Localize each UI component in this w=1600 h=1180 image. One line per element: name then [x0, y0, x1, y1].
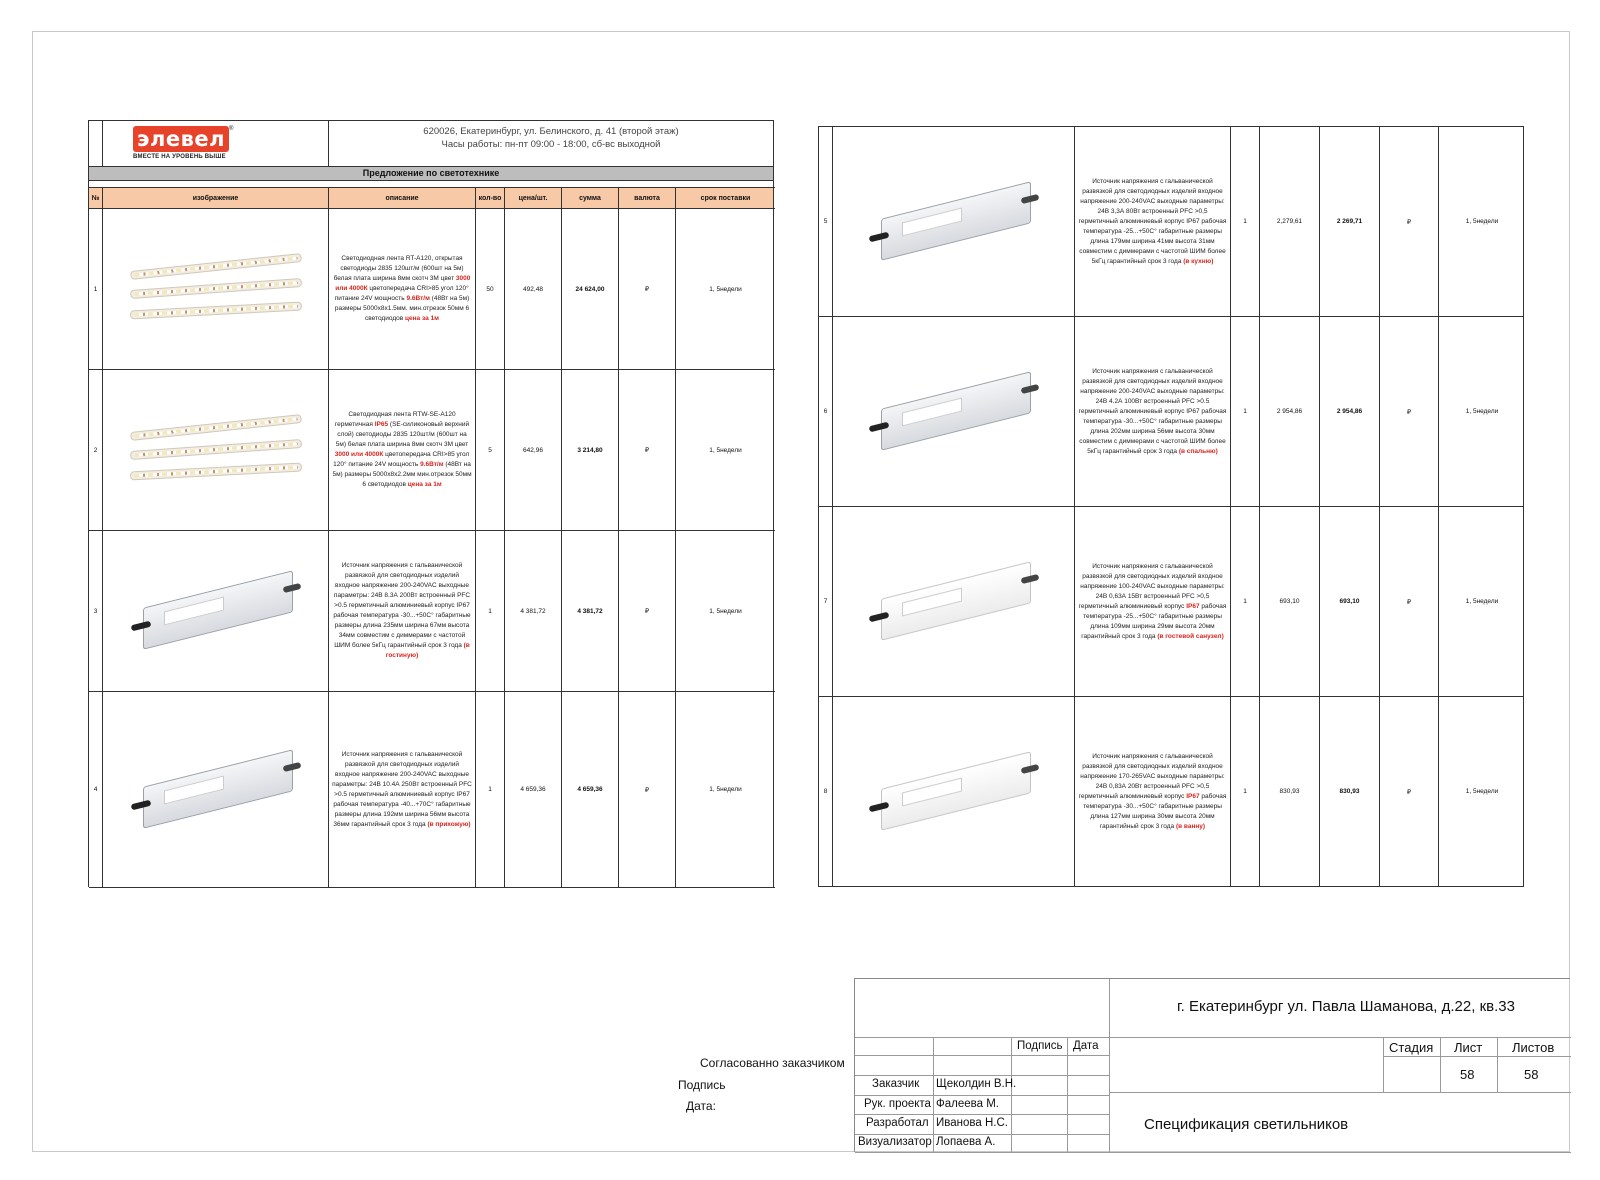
row-image — [833, 127, 1075, 316]
description-highlight: (в кухню) — [1183, 257, 1214, 265]
description-highlight: 9.6Вт/м — [420, 461, 444, 468]
sheet-header: Лист — [1454, 1040, 1483, 1055]
row-description — [1075, 697, 1231, 886]
row-currency: ₽ — [619, 370, 676, 531]
description-text: Источник напряжения с гальванической развязкой для светодиодных изделий входное напряжение 200-240VAC выходные параметры: 24В 3,3А 80Вт встроенный PFC >0,5 герметичный алюминиевый корпус IP67 рабочая температура -25...+50С° габаритные размеры длина 179мм ширина 41мм высота 31мм совместим с диммерами с частотой ШИМ более 5кГц гарантийный срок 3 года — [1078, 177, 1227, 265]
row-price: 2,279,61 — [1260, 127, 1320, 316]
row-delivery: 1, 5недели — [1465, 788, 1499, 795]
description-text: (SE-силиконовый верхний слой) светодиоды 2835 120шт/м (600шт на 5м) белая плата ширина 8мм скотч 3М цвет — [335, 421, 470, 448]
description-highlight: IP67 — [1186, 602, 1200, 610]
company-logo: элевел ® ВМЕСТЕ НА УРОВЕНЬ ВЫШЕ — [133, 126, 234, 160]
row-delivery: 1, 5недели — [1465, 218, 1499, 225]
document-title: Спецификация светильников — [1144, 1116, 1349, 1133]
row-sum: 4 381,72 — [562, 531, 619, 692]
object-address: г. Екатеринбург ул. Павла Шаманова, д.22, кв.33 — [1177, 998, 1515, 1015]
row-description — [1075, 507, 1231, 696]
sign-column-header: Подпись — [1017, 1040, 1063, 1052]
company-address: 620026, Екатеринбург, ул. Белинского, д. 41 (второй этаж) — [423, 126, 679, 137]
col-currency: валюта — [619, 187, 676, 209]
logo-slogan: ВМЕСТЕ НА УРОВЕНЬ ВЫШЕ — [133, 154, 226, 160]
description-highlight: (в гостиную) — [385, 642, 470, 659]
row-description — [1075, 317, 1231, 506]
description-text: (48Вт на 5м) размеры 5000х8х1.5мм. мин.отрезок 50мм 6 светодиодов — [334, 295, 470, 322]
description-text: Источник напряжения с гальванической развязкой для светодиодных изделий входное напряжение 200-240VAC выходные параметры: 24В 4.2А 100Вт встроенный PFC >0.5 герметичный алюминиевый корпус IP67 рабочая температура -30...+50С° габаритные размеры длина 202мм ширина 56мм высота 30мм совместим с диммерами с частотой ШИМ более 5кГц гарантийный срок 3 года — [1078, 367, 1227, 455]
company-address-block — [329, 125, 773, 151]
offer-table-left — [88, 120, 774, 887]
power-supply-image — [869, 752, 1039, 832]
row-image — [103, 692, 329, 888]
row-qty: 1 — [1231, 697, 1260, 886]
row-sum: 24 624,00 — [562, 209, 619, 370]
row-description — [329, 209, 476, 370]
signature-label: Подпись — [678, 1078, 726, 1092]
logo-cell — [103, 121, 329, 166]
row-image — [103, 531, 329, 692]
row-number: 8 — [819, 697, 833, 886]
table-row — [89, 370, 773, 531]
row-qty: 1 — [1231, 317, 1260, 506]
offer-table-right — [818, 126, 1524, 887]
row-description — [1075, 127, 1231, 316]
offer-header — [89, 121, 773, 166]
description-highlight: IP65 — [374, 421, 389, 428]
offer-title: Предложение по светотехнике — [89, 166, 773, 181]
col-description: описание — [329, 187, 476, 209]
row-price: 4 659,36 — [505, 692, 562, 888]
led-strip-image — [126, 244, 306, 334]
row-qty: 1 — [476, 531, 505, 692]
description-text: рабочая температура -30...+50С° габаритные размеры длина 127мм ширина 30мм высота 20мм гарантийный срок 3 года — [1083, 792, 1227, 830]
row-qty: 5 — [476, 370, 505, 531]
row-qty: 1 — [476, 692, 505, 888]
table-row — [819, 317, 1523, 507]
row-image — [833, 697, 1075, 886]
description-highlight: (в прихожую) — [427, 820, 471, 828]
role-project-lead: Рук. проекта — [864, 1098, 931, 1110]
col-qty: кол-во — [476, 187, 505, 209]
row-price: 2 954,86 — [1260, 317, 1320, 506]
table-row — [89, 531, 773, 692]
row-currency: ₽ — [1380, 317, 1439, 506]
description-text: (48Вт на 5м) размеры 5000х8х2.2мм мин.отрезок 50мм 6 светодиодов — [332, 461, 472, 488]
description-highlight: (в гостевой санузел) — [1157, 632, 1224, 640]
row-description — [329, 531, 476, 692]
row-image — [833, 317, 1075, 506]
date-label: Дата: — [686, 1099, 716, 1113]
col-image: изображение — [103, 187, 329, 209]
row-sum: 4 659,36 — [562, 692, 619, 888]
name-visualizer: Лопаева А. — [936, 1136, 996, 1148]
description-text: рабочая температура -25...+50С° габаритные размеры длина 109мм ширина 29мм высота 20мм гарантийный срок 3 года — [1081, 602, 1227, 640]
table-row — [89, 692, 773, 888]
table-row — [819, 127, 1523, 317]
role-customer: Заказчик — [872, 1078, 920, 1090]
col-delivery: срок поставки — [676, 187, 775, 209]
row-price: 693,10 — [1260, 507, 1320, 696]
row-sum: 2 954,86 — [1320, 317, 1380, 506]
row-number: 1 — [89, 209, 103, 370]
row-number: 7 — [819, 507, 833, 696]
role-visualizer: Визуализатор — [858, 1136, 932, 1148]
name-project-lead: Фалеева М. — [936, 1098, 999, 1110]
col-sum: сумма — [562, 187, 619, 209]
stage-header: Стадия — [1389, 1040, 1434, 1055]
row-price: 4 381,72 — [505, 531, 562, 692]
row-qty: 1 — [1231, 127, 1260, 316]
row-sum: 3 214,80 — [562, 370, 619, 531]
row-delivery: 1, 5недели — [676, 370, 775, 531]
description-text: Источник напряжения с гальванической развязкой для светодиодных изделий входное напряжение 100-240VAC выходные параметры: 24В 0,63А 15Вт встроенный PFC >0,5 герметичный алюминиевый корпус — [1078, 562, 1225, 610]
sheets-count: 58 — [1524, 1067, 1539, 1082]
row-qty: 50 — [476, 209, 505, 370]
col-num: № — [89, 187, 103, 209]
description-text: Светодиодная лента RT-A120, открытая светодиоды 2835 120шт/м (600шт на 5м) белая плата ширина 8мм скотч 3М цвет — [333, 255, 464, 282]
row-currency: ₽ — [619, 692, 676, 888]
description-text: Источник напряжения с гальванической развязкой для светодиодных изделий входное напряжение 200-240VAC выходные параметры: 24В 8.3А 200Вт встроенный PFC >0.5 герметичный алюминиевый корпус IP67 рабочая температура -30...+50С° габаритные размеры длина 235мм ширина 67мм высота 34мм совместим с диммерами с частотой ШИМ более 5кГц гарантийный срок 3 года — [333, 562, 471, 649]
sheets-header: Листов — [1512, 1040, 1555, 1055]
description-highlight: 9.6Вт/м — [406, 295, 430, 302]
logo-mark: элевел — [133, 126, 229, 152]
description-highlight: цена за 1м — [407, 481, 442, 488]
sheet-number: 58 — [1460, 1067, 1475, 1082]
agreed-by-customer: Согласованно заказчиком — [700, 1056, 845, 1070]
row-price: 642,96 — [505, 370, 562, 531]
power-supply-image — [131, 750, 301, 830]
row-description — [329, 692, 476, 888]
row-sum: 830,93 — [1320, 697, 1380, 886]
row-currency: ₽ — [619, 531, 676, 692]
table-row — [819, 697, 1523, 886]
description-highlight: IP67 — [1186, 792, 1200, 800]
description-text: Светодиодная лента RTW-SE-A120 герметичная — [334, 411, 456, 428]
role-developer: Разработал — [866, 1117, 929, 1129]
row-delivery: 1, 5недели — [676, 209, 775, 370]
name-customer: Щеколдин В.Н. — [936, 1078, 1017, 1090]
name-developer: Иванова Н.С. — [936, 1117, 1008, 1129]
title-block — [854, 978, 1570, 1152]
description-highlight: 3000 или 4000К — [334, 451, 384, 458]
power-supply-image — [869, 182, 1039, 262]
row-currency: ₽ — [1380, 507, 1439, 696]
row-number: 4 — [89, 692, 103, 888]
description-highlight: (в ванну) — [1175, 822, 1206, 830]
description-highlight: (в спальню) — [1178, 447, 1218, 455]
table-row — [89, 209, 773, 370]
row-number: 6 — [819, 317, 833, 506]
power-supply-image — [131, 571, 301, 651]
row-sum: 2 269,71 — [1320, 127, 1380, 316]
row-description — [329, 370, 476, 531]
row-image — [103, 370, 329, 531]
row-sum: 693,10 — [1320, 507, 1380, 696]
power-supply-image — [869, 372, 1039, 452]
row-delivery: 1, 5недели — [676, 692, 775, 888]
description-highlight: цена за 1м — [405, 315, 439, 322]
row-delivery: 1, 5недели — [1465, 598, 1499, 605]
row-price: 830,93 — [1260, 697, 1320, 886]
row-number: 2 — [89, 370, 103, 531]
led-strip-image — [126, 405, 306, 495]
row-qty: 1 — [1231, 507, 1260, 696]
row-delivery: 1, 5недели — [676, 531, 775, 692]
row-currency: ₽ — [1380, 127, 1439, 316]
row-currency: ₽ — [619, 209, 676, 370]
description-highlight: 3000 или 4000К — [335, 275, 471, 292]
power-supply-image — [869, 562, 1039, 642]
row-number: 5 — [819, 127, 833, 316]
date-column-header: Дата — [1073, 1040, 1099, 1052]
row-image — [833, 507, 1075, 696]
description-text: Источник напряжения с гальванической развязкой для светодиодных изделий входное напряжение 200-240VAC выходные параметры: 24В 10.4А 250Вт встроенный PFC >0.5 герметичный алюминиевый корпус IP67 рабочая температура -40...+70С° габаритные размеры длина 192мм ширина 56мм высота 36мм гарантийный срок 3 года — [332, 750, 472, 828]
company-hours: Часы работы: пн-пт 09:00 - 18:00, сб-вс выходной — [441, 139, 661, 150]
row-number: 3 — [89, 531, 103, 692]
description-text: цветопередача CRI>85 угол 120° питание 24V мощность — [334, 285, 469, 302]
col-price: цена/шт. — [505, 187, 562, 209]
row-image — [103, 209, 329, 370]
column-headers — [89, 187, 773, 209]
table-row — [819, 507, 1523, 697]
description-text: цветопередача CRI>85 угол 120° питание 24V мощность — [333, 451, 470, 468]
row-delivery: 1, 5недели — [1465, 408, 1499, 415]
row-currency: ₽ — [1380, 697, 1439, 886]
row-price: 492,48 — [505, 209, 562, 370]
description-text: Источник напряжения с гальванической развязкой для светодиодных изделий входное напряжение 170-265VAC выходные параметры: 24В 0,83А 20Вт встроенный PFC >0,5 герметичный алюминиевый корпус — [1078, 752, 1225, 800]
